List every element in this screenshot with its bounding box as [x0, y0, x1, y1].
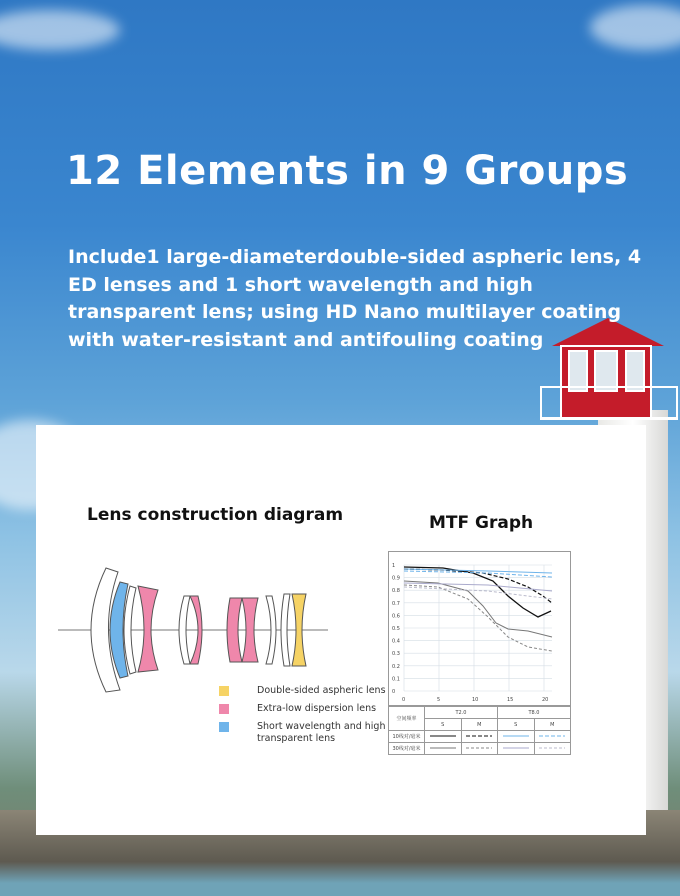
table-header: 空间频率 [389, 707, 425, 731]
table-subheader: M [461, 719, 498, 731]
page-title: 12 Elements in 9 Groups [66, 148, 629, 194]
y-tick-label: 0.2 [392, 663, 400, 670]
lens-element-4 [138, 586, 158, 672]
line-sample [461, 731, 498, 743]
x-tick-label: 15 [507, 697, 514, 703]
legend-label: Double-sided aspheric lens [257, 685, 386, 696]
line-sample [461, 743, 498, 755]
line-sample [534, 731, 571, 743]
table-header: T8.0 [498, 707, 571, 719]
table-subheader: S [425, 719, 462, 731]
x-tick-label: 0 [402, 697, 406, 703]
diagram-card [36, 425, 646, 835]
cloud [590, 5, 680, 50]
line-sample [534, 743, 571, 755]
table-row-label: 10线对/毫米 [389, 731, 425, 743]
lighthouse-railing [540, 386, 678, 420]
y-tick-label: 0.7 [392, 600, 400, 607]
legend-swatch [219, 686, 229, 696]
mtf-legend-table [388, 706, 571, 755]
table-subheader: S [498, 719, 535, 731]
x-tick-label: 5 [437, 697, 441, 703]
line-sample [425, 743, 462, 755]
table-subheader: M [534, 719, 571, 731]
line-sample [498, 743, 535, 755]
description: Include1 large-diameterdouble-sided aspheric lens, 4 ED lenses and 1 short wavelength and high transparent lens; using HD Nano multilayer coating with water-resistant and antifouling coating [68, 246, 642, 351]
y-tick-label: 0 [392, 689, 396, 695]
y-tick-label: 0.6 [392, 613, 400, 620]
lens-diagram [58, 560, 328, 705]
mtf-chart [388, 551, 571, 706]
y-tick-label: 0.9 [392, 575, 400, 582]
lens-diagram-title: Lens construction diagram [87, 505, 344, 525]
y-tick-label: 1 [392, 563, 396, 569]
legend-swatch [219, 722, 229, 732]
table-row-label: 30线对/毫米 [389, 743, 425, 755]
x-tick-label: 20 [542, 697, 549, 703]
y-tick-label: 0.5 [392, 626, 400, 632]
y-tick-label: 0.4 [392, 638, 400, 645]
legend-swatch [219, 704, 229, 714]
table-header: T2.0 [425, 707, 498, 719]
line-sample [425, 731, 462, 743]
y-tick-label: 0.1 [392, 676, 400, 683]
x-tick-label: 10 [472, 697, 479, 703]
line-sample [498, 731, 535, 743]
cloud [0, 10, 120, 50]
y-tick-label: 0.3 [392, 651, 400, 658]
legend-label: Extra-low dispersion lens [257, 703, 377, 714]
mtf-title: MTF Graph [429, 513, 534, 533]
legend-label: Short wavelength and high transparent lens [257, 721, 386, 744]
y-tick-label: 0.8 [392, 588, 400, 595]
